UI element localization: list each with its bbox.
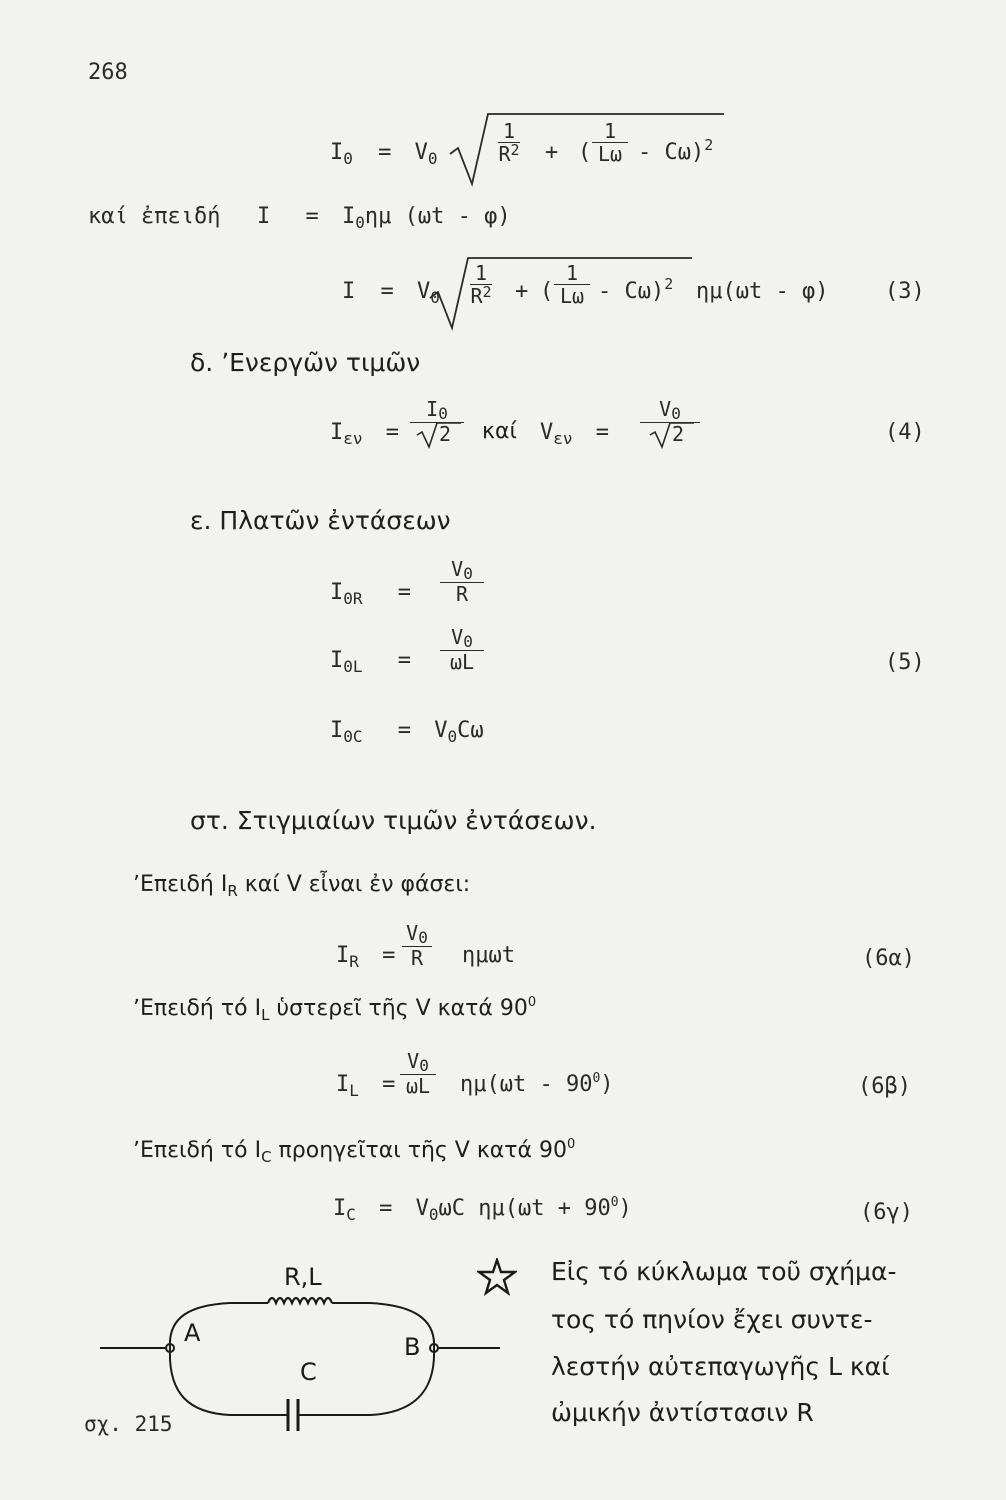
fraction-v0-over-root2: V0 2 — [640, 398, 700, 445]
heading-delta: δ. ʼΕνεργῶν τιμῶν — [190, 348, 421, 377]
problem-line: ὠμικήν ἀντίστασιν R — [551, 1398, 814, 1427]
eq4-ieff: $I_{\varepsilon\nu}$ = — [330, 420, 400, 448]
text-kai-epeidi: καί ἐπειδή — [88, 204, 221, 229]
equation-tag-6c: (6γ) — [860, 1200, 913, 1225]
heading-st: στ. Στιγμιαίων τιμῶν ἐντάσεων. — [190, 806, 597, 835]
heading-epsilon: ε. Πλατῶν ἐντάσεων — [190, 506, 451, 535]
eq-i0-lhs: $I_0 = V_0$ — [330, 140, 438, 168]
fraction-1-over-lw: 1 Lω — [592, 120, 628, 165]
equation-tag-4: (4) — [885, 420, 925, 445]
fraction-v0-over-wl: V0 ωL — [440, 626, 484, 673]
eq4-kai: καί — [482, 419, 517, 444]
label-b: B — [404, 1333, 421, 1361]
problem-line: Εἰς τό κύκλωμα τοῦ σχήμα- — [551, 1257, 897, 1286]
minus-cw: - Cω)$^2$ — [598, 275, 674, 304]
root-sign — [417, 421, 463, 447]
problem-line: λεστήν αὐτεπαγωγῆς L καί — [551, 1352, 890, 1381]
paren-open: ( — [540, 279, 554, 304]
eq5-ioc: $I_{0C} = V_0C\omega$ — [330, 718, 484, 746]
eq6b-lhs: $I_L$ = — [336, 1072, 396, 1100]
inductor-coil — [268, 1298, 332, 1303]
lower-wire-left — [170, 1348, 288, 1415]
equation-tag-3: (3) — [885, 279, 925, 304]
label-a: A — [184, 1319, 201, 1347]
plus-sign: + — [515, 279, 529, 304]
figure-caption: σχ. 215 — [84, 1412, 173, 1436]
label-c: C — [300, 1358, 317, 1386]
fraction-1-over-r2: 1 $R^2$ — [498, 119, 520, 166]
eq4-veff: $V_{\varepsilon\nu}$ = — [540, 420, 610, 448]
page-number: 268 — [88, 60, 128, 85]
fraction-i0-over-root2: I0 2 — [410, 398, 464, 445]
label-rl: R,L — [284, 1263, 322, 1291]
fraction-v0-over-r: V0 R — [440, 558, 484, 605]
problem-line: τος τό πηνίον ἔχει συντε- — [551, 1305, 873, 1334]
equation-i-inst: $I = I_0\eta\mu$ (ωt - φ) — [257, 204, 511, 232]
fraction-1-over-lw: 1 Lω — [554, 262, 590, 307]
fraction-v0-over-r: V0 R — [402, 922, 432, 969]
paragraph-il-lags: ʼΕπειδή τό $I_L$ ὑστερεῖ τῆς V κατά $90^0$ — [133, 995, 537, 1024]
fraction-1-over-r2: 1 $R^2$ — [470, 261, 492, 308]
eq6c-line: $I_C = V_0\omega C$ $\eta\mu(\omega t + 90^0)$ — [333, 1195, 632, 1224]
equation-tag-5: (5) — [885, 650, 925, 675]
eq3-lhs: $I = V_0$ — [342, 279, 440, 307]
minus-cw: - Cω)$^2$ — [638, 136, 714, 165]
eq6b-rhs: $\eta\mu(\omega t - 90^0)$ — [460, 1071, 614, 1097]
star-icon — [477, 1258, 517, 1296]
eq6a-rhs: ημωt — [462, 943, 515, 968]
equation-tag-6b: (6β) — [858, 1074, 911, 1099]
eq3-sine: ημ(ωt - φ) — [696, 279, 829, 304]
eq5-iol: $I_{0L}$ = — [330, 648, 412, 676]
root-sign — [650, 421, 696, 447]
eq6a-lhs: $I_R$ = — [336, 943, 396, 971]
eq5-ior: $I_{0R}$ = — [330, 580, 412, 608]
paragraph-ic-leads: ʼΕπειδή τό $I_C$ προηγεῖται τῆς V κατά $90^0$ — [133, 1137, 576, 1166]
equation-tag-6a: (6α) — [862, 946, 915, 971]
plus-sign: + — [545, 140, 559, 165]
paragraph-ir-phase: ʼΕπειδή $I_R$ καί V εἶναι ἐν φάσει: — [133, 872, 471, 900]
paren-open: ( — [578, 140, 592, 165]
fraction-v0-over-wl: V0 ωL — [400, 1050, 436, 1097]
